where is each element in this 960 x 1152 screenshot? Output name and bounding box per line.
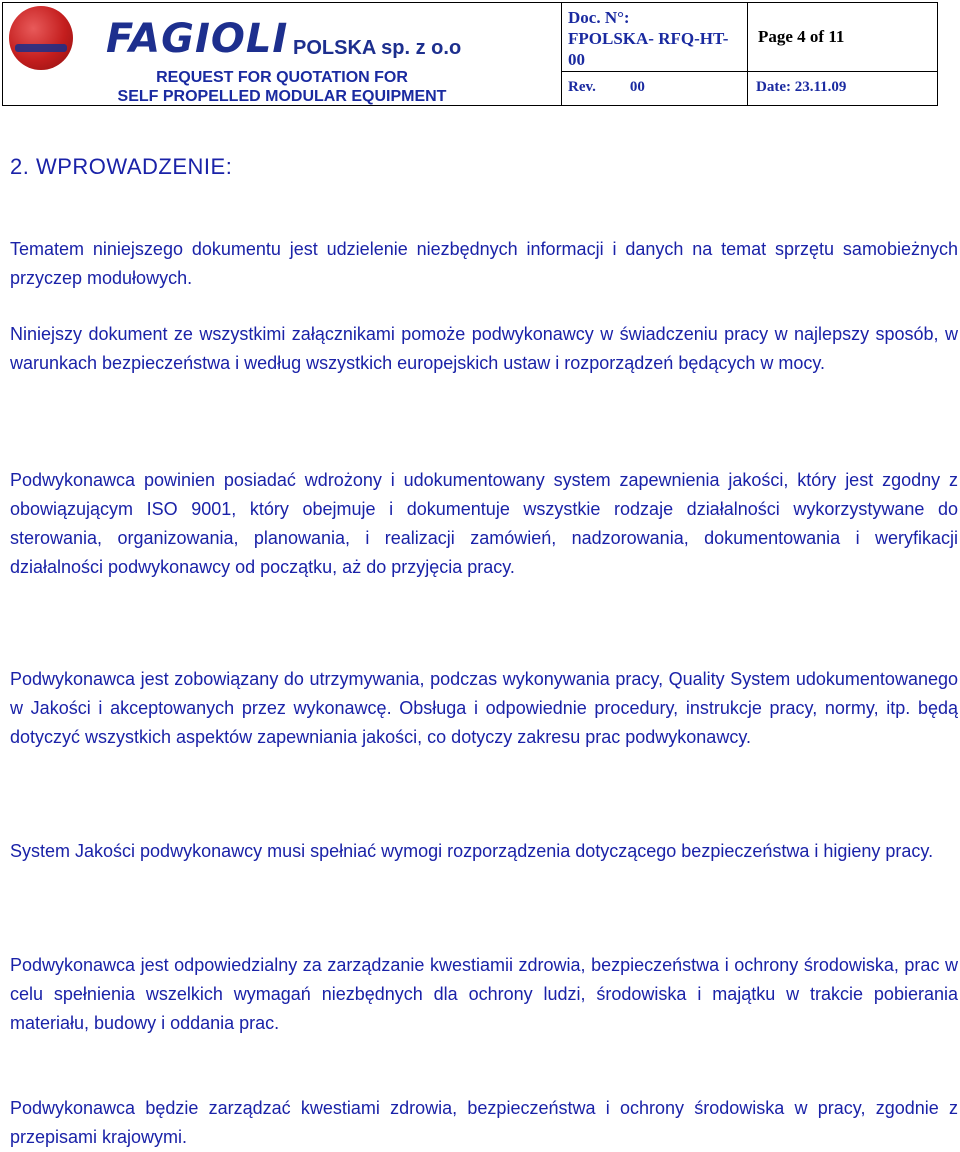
section-heading: 2. WPROWADZENIE: xyxy=(10,154,233,179)
company-logo: FAGIOLI xyxy=(106,16,289,62)
document-title-line2: SELF PROPELLED MODULAR EQUIPMENT xyxy=(117,88,447,105)
header-logo-cell xyxy=(3,3,562,105)
paragraph: Podwykonawca jest zobowiązany do utrzymywania, podczas wykonywania pracy, Quality System udokumentowanego w Jakości i akceptowanych przez wykonawcę. Obsługa i odpowiednie procedury, instrukcje pracy, normy, itp. będą dotyczyć wszystkich aspektów zapewniania jakości, co dotyczy zakresu prac podwykonawcy. xyxy=(10,669,958,747)
doc-number-label: Doc. N°: xyxy=(568,8,630,27)
header-meta-cell xyxy=(562,3,937,105)
paragraph: System Jakości podwykonawcy musi spełniać wymogi rozporządzenia dotyczącego bezpieczeństwa i higieny pracy. xyxy=(10,841,934,861)
document-header xyxy=(2,2,938,106)
revision-value: 00 xyxy=(629,79,645,95)
paragraph: Podwykonawca powinien posiadać wdrożony i udokumentowany system zapewnienia jakości, który jest zgodny z obowiązującym ISO 9001, który obejmuje i dokumentuje wszystkie rodzaje działalności wykorzystywane do sterowania, organizowania, planowania, i realizacji zamówień, nadzorowania, dokumentowania i weryfikacji działalności podwykonawcy od początku, aż do przyjęcia pracy. xyxy=(10,470,958,577)
header-meta-top xyxy=(562,3,937,72)
revision-label: Rev. xyxy=(568,79,596,95)
document-title-line1: REQUEST FOR QUOTATION FOR xyxy=(156,69,408,86)
document-date: Date: 23.11.09 xyxy=(756,79,847,95)
doc-number xyxy=(562,3,748,71)
revision xyxy=(562,72,748,105)
paragraph: Tematem niniejszego dokumentu jest udzielenie niezbędnych informacji i danych na temat sprzętu samobieżnych przyczep modułowych. xyxy=(10,239,958,288)
company-emblem-icon xyxy=(9,6,73,70)
company-logo-subtitle: POLSKA sp. z o.o xyxy=(293,37,462,59)
header-meta-bottom xyxy=(562,72,937,105)
page-number: Page 4 of 11 xyxy=(758,27,845,46)
document-title xyxy=(3,68,561,106)
paragraph: Podwykonawca będzie zarządzać kwestiami zdrowia, bezpieczeństwa i ochrony środowiska w pracy, zgodnie z przepisami krajowymi. xyxy=(10,1098,958,1147)
doc-number-value: FPOLSKA- RFQ-HT-00 xyxy=(568,29,729,69)
paragraph: Niniejszy dokument ze wszystkimi załącznikami pomoże podwykonawcy w świadczeniu pracy w najlepszy sposób, w warunkach bezpieczeństwa i według wszystkich europejskich ustaw i rozporządzeń będących w mocy. xyxy=(10,324,958,373)
paragraph: Podwykonawca jest odpowiedzialny za zarządzanie kwestiamii zdrowia, bezpieczeństwa i ochrony środowiska, prac w celu spełnienia wszelkich wymagań niezbędnych dla ochrony ludzi, środowiska i majątku w trakcie pobierania materiału, budowy i oddania prac. xyxy=(10,955,958,1033)
